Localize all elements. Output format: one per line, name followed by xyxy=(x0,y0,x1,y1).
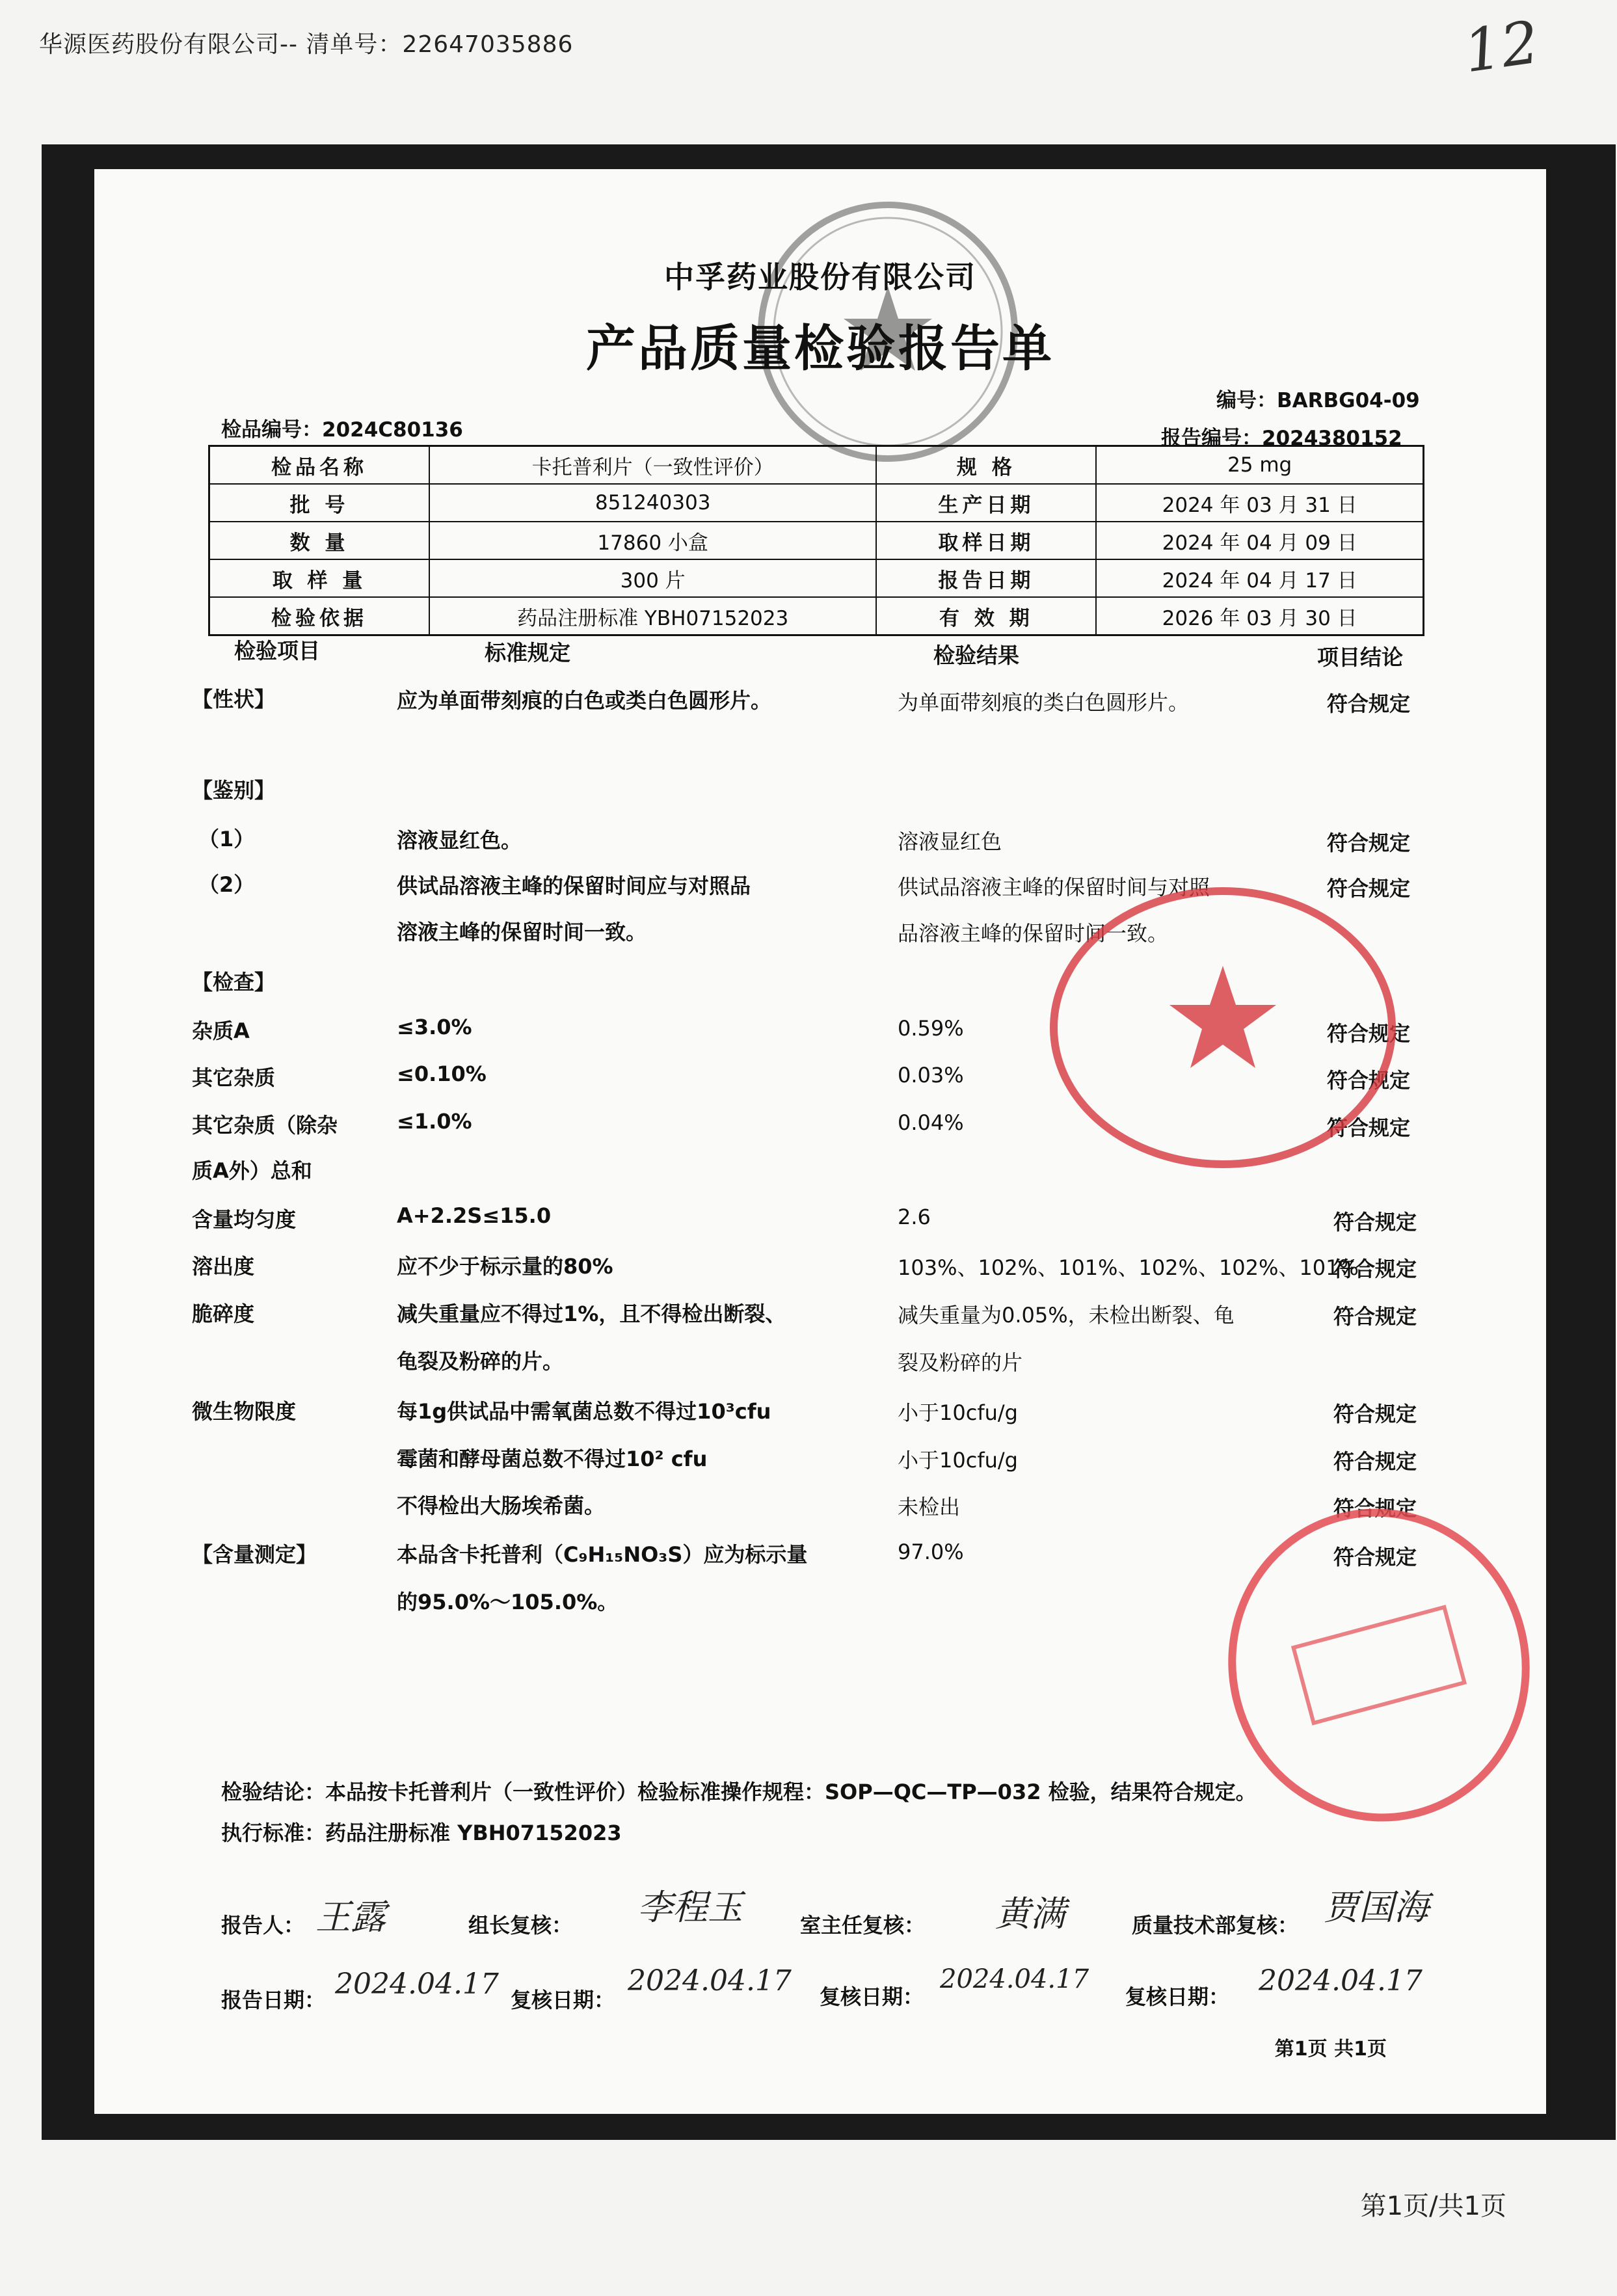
row-item: 含量均匀度 xyxy=(192,1207,297,1232)
info-value: 药品注册标准 YBH07152023 xyxy=(429,597,876,635)
col-header-standard: 标准规定 xyxy=(485,640,570,665)
row-conclusion: 符合规定 xyxy=(1327,1068,1411,1093)
info-value: 2024 年 03 月 31 日 xyxy=(1096,484,1423,522)
review-date-label: 复核日期： xyxy=(1125,1984,1230,2009)
footer-pages: 第1页/共1页 xyxy=(1360,2191,1506,2221)
info-value: 2024 年 04 月 17 日 xyxy=(1096,559,1423,597)
info-value: 300 片 xyxy=(429,559,876,597)
row-standard-cont: 溶液主峰的保留时间一致。 xyxy=(397,920,647,944)
row-result: 为单面带刻痕的类白色圆形片。 xyxy=(898,690,1190,715)
row-result: 2.6 xyxy=(898,1205,931,1229)
row-standard: ≤3.0% xyxy=(397,1015,472,1039)
info-label: 生产日期 xyxy=(876,484,1096,522)
row-item: 脆碎度 xyxy=(192,1302,255,1326)
info-value: 25 mg xyxy=(1096,446,1423,485)
row-conclusion: 符合规定 xyxy=(1333,1210,1417,1235)
info-table xyxy=(208,445,1424,636)
row-conclusion: 符合规定 xyxy=(1327,691,1411,716)
row-standard: 每1g供试品中需氧菌总数不得过10³cfu xyxy=(397,1399,771,1424)
info-label: 规 格 xyxy=(876,446,1096,485)
info-label: 取 样 量 xyxy=(209,559,430,597)
report-date-label: 报告日期： xyxy=(221,1988,326,2012)
row-item: 【性状】 xyxy=(192,687,276,712)
row-standard: 供试品溶液主峰的保留时间应与对照品 xyxy=(397,874,751,898)
col-header-result: 检验结果 xyxy=(933,643,1019,668)
leader-signature: 李程玉 xyxy=(637,1887,743,1928)
info-value: 17860 小盒 xyxy=(429,522,876,559)
report-date-value: 2024.04.17 xyxy=(335,1968,499,2001)
row-item: （1） xyxy=(198,827,255,851)
row-standard: 应不少于标示量的80% xyxy=(397,1254,613,1279)
row-standard: 不得检出大肠埃希菌。 xyxy=(397,1493,606,1518)
review-date-label: 复核日期： xyxy=(820,1984,924,2009)
col-header-item: 检验项目 xyxy=(234,638,320,663)
row-conclusion: 符合规定 xyxy=(1327,876,1411,901)
row-conclusion: 符合规定 xyxy=(1327,1021,1411,1046)
row-standard: 减失重量应不得过1%，且不得检出断裂、 xyxy=(397,1302,786,1326)
row-item: 【含量测定】 xyxy=(192,1542,317,1567)
review-date-value: 2024.04.17 xyxy=(628,1964,792,1997)
info-value: 卡托普利片（一致性评价） xyxy=(429,446,876,485)
row-standard: 本品含卡托普利（C₉H₁₅NO₃S）应为标示量 xyxy=(397,1542,808,1567)
table-row xyxy=(209,522,1424,559)
director-signature: 黄满 xyxy=(995,1893,1065,1934)
row-conclusion: 符合规定 xyxy=(1333,1496,1417,1521)
row-item: 杂质A xyxy=(192,1019,250,1043)
row-standard: 溶液显红色。 xyxy=(397,828,522,853)
row-item: （2） xyxy=(198,872,255,897)
row-conclusion: 符合规定 xyxy=(1333,1257,1417,1281)
info-value: 2024 年 04 月 09 日 xyxy=(1096,522,1423,559)
row-conclusion: 符合规定 xyxy=(1333,1449,1417,1474)
sample-number: 检品编号：2024C80136 xyxy=(221,418,463,442)
info-label: 检品名称 xyxy=(209,446,430,485)
corner-mark: 12 xyxy=(1460,8,1544,87)
row-standard: ≤1.0% xyxy=(397,1109,472,1134)
reporter-label: 报告人： xyxy=(221,1913,305,1938)
row-standard: ≤0.10% xyxy=(397,1061,487,1086)
row-conclusion: 符合规定 xyxy=(1333,1304,1417,1329)
execution-standard: 执行标准：药品注册标准 YBH07152023 xyxy=(221,1821,622,1845)
row-result: 103%、102%、101%、102%、102%、101% xyxy=(898,1255,1359,1280)
row-result: 0.04% xyxy=(898,1110,964,1135)
row-item: 其它杂质 xyxy=(192,1065,276,1090)
row-result: 供试品溶液主峰的保留时间与对照 xyxy=(898,875,1210,900)
row-standard: 霉菌和酵母菌总数不得过10² cfu xyxy=(397,1447,708,1471)
row-conclusion: 符合规定 xyxy=(1327,1115,1411,1140)
inspection-conclusion: 检验结论：本品按卡托普利片（一致性评价）检验标准操作规程：SOP—QC—TP—032 检验，结果符合规定。 xyxy=(221,1780,1257,1804)
row-standard-cont: 龟裂及粉碎的片。 xyxy=(397,1349,564,1374)
info-value: 2026 年 03 月 30 日 xyxy=(1096,597,1423,635)
info-value: 851240303 xyxy=(429,484,876,522)
row-item: 溶出度 xyxy=(192,1254,255,1279)
row-result: 97.0% xyxy=(898,1540,964,1564)
row-item: 微生物限度 xyxy=(192,1399,297,1424)
row-standard: A+2.2S≤15.0 xyxy=(397,1203,552,1228)
table-row xyxy=(209,484,1424,522)
info-label: 报告日期 xyxy=(876,559,1096,597)
info-label: 数 量 xyxy=(209,522,430,559)
quality-dept-seal xyxy=(1041,878,1405,1177)
row-result: 小于10cfu/g xyxy=(898,1400,1018,1425)
row-result: 小于10cfu/g xyxy=(898,1448,1018,1473)
row-conclusion: 符合规定 xyxy=(1327,831,1411,855)
form-code: 编号：BARBG04-09 xyxy=(1216,389,1420,412)
row-item: 其它杂质（除杂 xyxy=(192,1113,338,1138)
page-number: 第1页 共1页 xyxy=(1274,2038,1387,2061)
table-row xyxy=(209,559,1424,597)
reporter-signature: 王露 xyxy=(315,1897,386,1938)
info-label: 取样日期 xyxy=(876,522,1096,559)
company-name: 中孚药业股份有限公司 xyxy=(664,260,976,295)
row-result: 0.03% xyxy=(898,1063,964,1088)
col-header-conclusion: 项目结论 xyxy=(1317,645,1403,670)
qa-label: 质量技术部复核： xyxy=(1132,1913,1299,1938)
row-conclusion: 符合规定 xyxy=(1333,1545,1417,1569)
leader-label: 组长复核： xyxy=(468,1913,573,1938)
table-row xyxy=(209,446,1424,485)
report-title: 产品质量检验报告单 xyxy=(586,319,1054,377)
review-date-value: 2024.04.17 xyxy=(940,1964,1089,1994)
row-standard-cont: 的95.0%～105.0%。 xyxy=(397,1590,619,1614)
row-item-cont: 质A外）总和 xyxy=(192,1158,312,1183)
section-heading: 【检查】 xyxy=(192,970,276,994)
header-line: 华源医药股份有限公司-- 清单号：22647035886 xyxy=(39,31,574,58)
info-label: 检验依据 xyxy=(209,597,430,635)
row-result-cont: 裂及粉碎的片 xyxy=(898,1350,1023,1375)
qa-signature: 贾国海 xyxy=(1324,1887,1429,1928)
info-label: 有 效 期 xyxy=(876,597,1096,635)
report-paper xyxy=(94,169,1546,2114)
info-label: 批 号 xyxy=(209,484,430,522)
row-result: 溶液显红色 xyxy=(898,829,1002,854)
section-heading: 【鉴别】 xyxy=(192,778,276,803)
review-date-value: 2024.04.17 xyxy=(1259,1964,1423,1997)
row-conclusion: 符合规定 xyxy=(1333,1402,1417,1426)
director-label: 室主任复核： xyxy=(800,1913,926,1938)
review-date-label: 复核日期： xyxy=(511,1988,615,2012)
table-row xyxy=(209,597,1424,635)
quality-report-seal xyxy=(1223,1502,1535,1828)
row-result: 0.59% xyxy=(898,1016,964,1041)
row-result-cont: 品溶液主峰的保留时间一致。 xyxy=(898,921,1169,946)
row-result: 未检出 xyxy=(898,1495,961,1519)
row-result: 减失重量为0.05%，未检出断裂、龟 xyxy=(898,1303,1235,1328)
row-standard: 应为单面带刻痕的白色或类白色圆形片。 xyxy=(397,688,772,713)
report-number: 报告编号：2024380152 xyxy=(1161,427,1402,450)
